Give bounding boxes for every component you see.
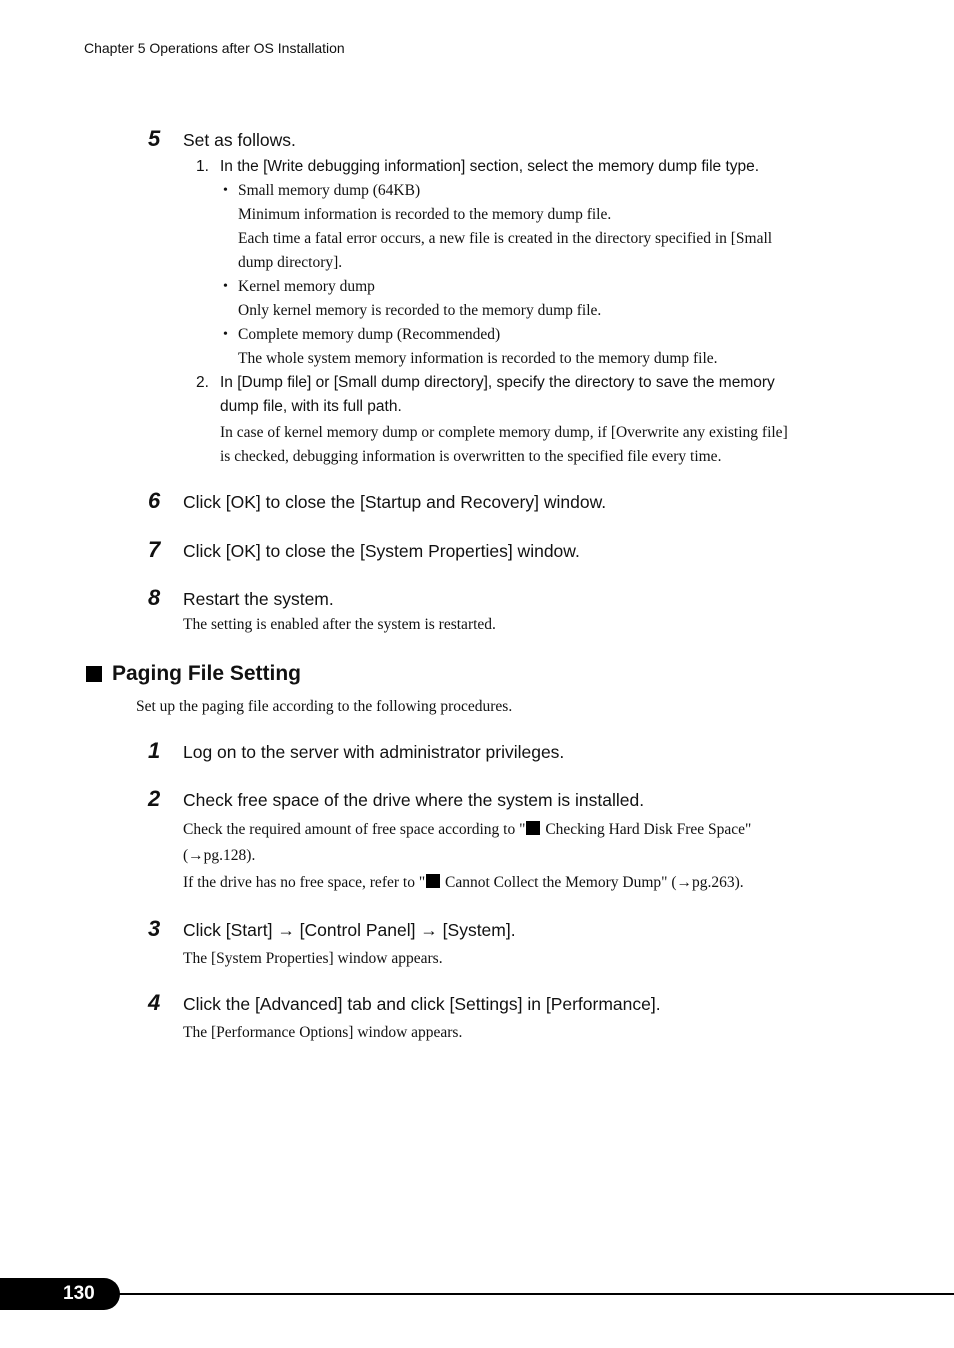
- step-number: 1: [148, 738, 161, 763]
- bullet-title: Small memory dump (64KB): [238, 182, 421, 199]
- substep-description: In case of kernel memory dump or complete memory dump, if [Overwrite any existing file]: [220, 424, 788, 441]
- section-intro: Set up the paging file according to the following procedures.: [136, 698, 513, 715]
- page-number-tab: [0, 1278, 120, 1310]
- step-description: [183, 820, 751, 840]
- step-description: The [Performance Options] window appears.: [183, 1024, 463, 1041]
- desc-text: Cannot Collect the Memory Dump" (→pg.263).: [441, 874, 744, 891]
- section-title: Paging File Setting: [112, 662, 302, 685]
- step-number: 4: [148, 990, 161, 1015]
- page-number: 130: [63, 1283, 95, 1304]
- step-number: 7: [148, 537, 161, 562]
- step-description: The [System Properties] window appears.: [183, 950, 443, 967]
- desc-text: Checking Hard Disk Free Space": [541, 821, 752, 838]
- desc-text: Check the required amount of free space according to ": [183, 821, 526, 838]
- substep-text: In the [Write debugging information] section, select the memory dump file type.: [220, 158, 760, 175]
- step-text: Log on to the server with administrator privileges.: [183, 742, 565, 762]
- step-text: Restart the system.: [183, 589, 334, 609]
- bullet-line: Each time a fatal error occurs, a new file is created in the directory specified in [Small: [238, 230, 773, 247]
- substep-number: 1.: [196, 158, 209, 175]
- step-text: Click [OK] to close the [System Properties] window.: [183, 541, 580, 561]
- step-text: Set as follows.: [183, 130, 296, 150]
- step-text: Check free space of the drive where the system is installed.: [183, 790, 645, 810]
- substep-description: is checked, debugging information is overwritten to the specified file every time.: [220, 448, 722, 465]
- footer-rule: [110, 1293, 954, 1295]
- substep-text: dump file, with its full path.: [220, 398, 402, 415]
- step-description: (→pg.128).: [183, 847, 256, 864]
- step-number: 6: [148, 488, 161, 513]
- step-number: 8: [148, 585, 161, 610]
- substep-text: In [Dump file] or [Small dump directory], specify the directory to save the memory: [220, 374, 775, 391]
- step-text: Click the [Advanced] tab and click [Settings] in [Performance].: [183, 994, 661, 1014]
- bullet-marker: •: [223, 279, 228, 294]
- bullet-line: Only kernel memory is recorded to the memory dump file.: [238, 302, 602, 319]
- substep-number: 2.: [196, 374, 209, 391]
- bullet-line: The whole system memory information is recorded to the memory dump file.: [238, 350, 718, 367]
- step-text: Click [OK] to close the [Startup and Recovery] window.: [183, 492, 607, 512]
- bullet-marker: •: [223, 183, 228, 198]
- step-number: 2: [148, 786, 161, 811]
- bullet-title: Kernel memory dump: [238, 278, 375, 295]
- chapter-header: Chapter 5 Operations after OS Installation: [84, 40, 345, 56]
- step-text: Click [Start] → [Control Panel] → [System].: [183, 920, 516, 940]
- step-description: [183, 873, 744, 893]
- black-square-icon: [426, 874, 440, 888]
- step-description: The setting is enabled after the system is restarted.: [183, 616, 496, 633]
- step-number: 3: [148, 916, 161, 941]
- step-number: 5: [148, 126, 161, 151]
- bullet-line: Minimum information is recorded to the memory dump file.: [238, 206, 612, 223]
- desc-text: If the drive has no free space, refer to ": [183, 874, 426, 891]
- section-square-icon: [86, 666, 102, 682]
- bullet-title: Complete memory dump (Recommended): [238, 326, 501, 343]
- black-square-icon: [526, 821, 540, 835]
- bullet-line: dump directory].: [238, 254, 343, 271]
- bullet-marker: •: [223, 327, 228, 342]
